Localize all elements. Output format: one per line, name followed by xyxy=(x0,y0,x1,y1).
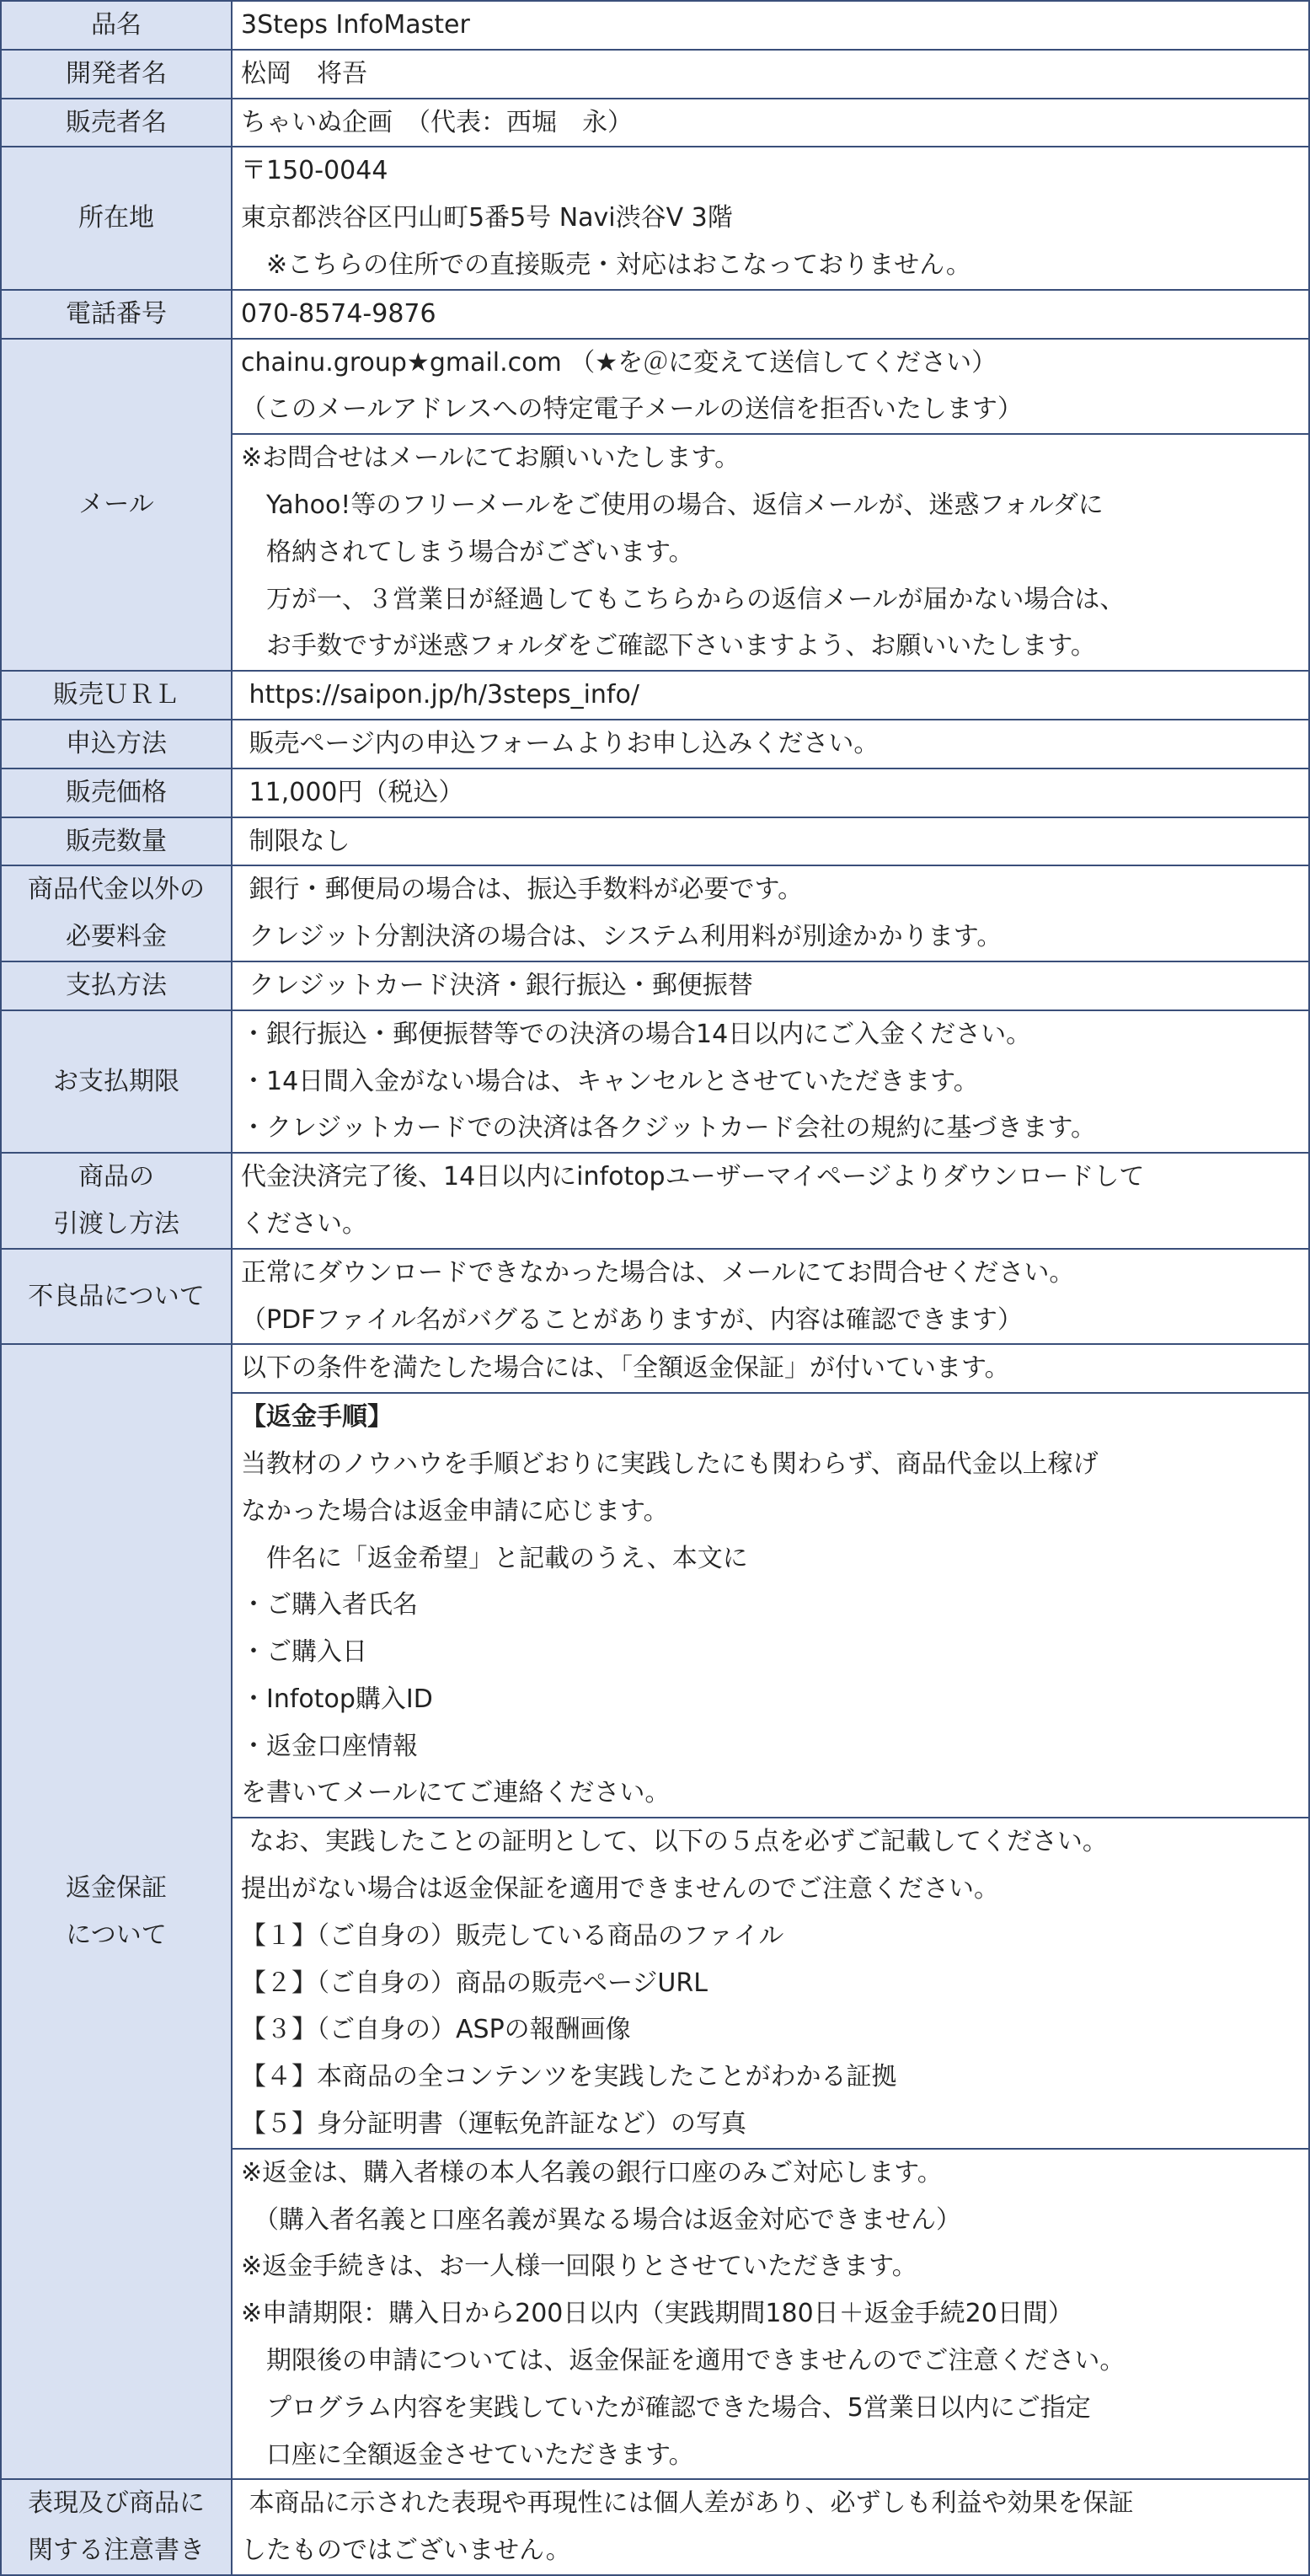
row-value-text: 11,000円（税込） xyxy=(241,777,464,807)
row-value-cell xyxy=(232,1,1309,50)
row-value-text: 【１】（ご自身の）販売している商品のファイル xyxy=(241,1920,784,1951)
row-value-text: 本商品に示された表現や再現性には個人差があり、必ずしも利益や効果を保証 xyxy=(241,2488,1134,2519)
row-label-text: 販売価格 xyxy=(66,777,167,807)
row-value-text: 万が一、３営業日が経過してもこちらからの返信メールが届かない場合は、 xyxy=(241,584,1126,614)
row-value-cell xyxy=(232,1249,1309,1345)
table-row xyxy=(1,961,1309,1010)
row-label-cell xyxy=(1,147,232,289)
row-label-text: 所在地 xyxy=(78,203,154,233)
row-value-cell xyxy=(232,339,1309,435)
row-value-text: 提出がない場合は返金保証を適用できませんのでご注意ください。 xyxy=(241,1874,999,1904)
row-value-text: （購入者名義と口座名義が異なる場合は返金対応できません） xyxy=(241,2204,961,2235)
row-label-text: 申込方法 xyxy=(66,728,167,758)
row-value-text: （このメールアドレスへの特定電子メールの送信を拒否いたします） xyxy=(241,394,1023,425)
row-label-text: 販売者名 xyxy=(66,107,167,137)
row-label-text: について xyxy=(66,1920,167,1950)
row-label-text: 販売数量 xyxy=(66,826,167,856)
table-row xyxy=(1,339,1309,435)
row-label-text: 不良品について xyxy=(28,1281,205,1311)
row-value-cell xyxy=(232,1393,1309,1818)
table-row xyxy=(1,671,1309,720)
row-value-text: 〒150-0044 xyxy=(241,156,388,186)
row-label-text: 表現及び商品に xyxy=(28,2488,205,2519)
row-value-text: 正常にダウンロードできなかった場合は、メールにてお問合せください。 xyxy=(241,1257,1075,1288)
row-label-text: 品名 xyxy=(91,10,142,40)
row-value-text: なかった場合は返金申請に応じます。 xyxy=(241,1496,669,1526)
row-value-text: なお、実践したことの証明として、以下の５点を必ずご記載してください。 xyxy=(241,1827,1108,1857)
row-value-cell xyxy=(232,1153,1309,1249)
row-value-text: 格納されてしまう場合がございます。 xyxy=(241,537,694,567)
table-row xyxy=(1,99,1309,147)
row-value-text: 銀行・郵便局の場合は、振込手数料が必要です。 xyxy=(241,875,804,905)
row-label-cell xyxy=(1,1,232,50)
row-label-cell xyxy=(1,769,232,817)
row-label-cell xyxy=(1,720,232,769)
row-label-text: 関する注意書き xyxy=(28,2536,205,2566)
row-value-cell xyxy=(232,2149,1309,2480)
row-value-text: したものではございません。 xyxy=(241,2536,571,2566)
row-value-text: ください。 xyxy=(241,1208,367,1239)
row-value-text: ・14日間入金がない場合は、キャンセルとさせていただきます。 xyxy=(241,1066,979,1096)
row-label-text: 電話番号 xyxy=(66,298,167,329)
table-row xyxy=(1,1010,1309,1153)
row-value-cell xyxy=(232,1344,1309,1393)
table-row xyxy=(1,1,1309,50)
row-value-cell xyxy=(232,2479,1309,2575)
row-value-text: Yahoo!等のフリーメールをご使用の場合、返信メールが、迷惑フォルダに xyxy=(241,490,1104,520)
row-value-cell xyxy=(232,961,1309,1010)
row-value-text: 期限後の申請については、返金保証を適用できませんのでご注意ください。 xyxy=(241,2346,1126,2376)
row-label-cell xyxy=(1,865,232,961)
row-label-cell xyxy=(1,961,232,1010)
row-value-text: プログラム内容を実践していたが確認できた場合、5営業日以内にご指定 xyxy=(241,2392,1091,2423)
row-value-cell xyxy=(232,147,1309,289)
row-label-text: 商品代金以外の xyxy=(28,875,205,905)
row-label-text: 支払方法 xyxy=(66,970,167,1000)
row-value-text: ・ご購入日 xyxy=(241,1637,367,1668)
row-value-text: 当教材のノウハウを手順どおりに実践したにも関わらず、商品代金以上稼げ xyxy=(241,1449,1099,1479)
row-label-cell xyxy=(1,99,232,147)
row-label-cell xyxy=(1,339,232,672)
row-value-text: クレジットカード決済・銀行振込・郵便振替 xyxy=(241,970,753,1000)
row-label-text: 引渡し方法 xyxy=(53,1208,179,1239)
table-row xyxy=(1,147,1309,289)
seller-info-table-body xyxy=(1,1,1309,2575)
row-value-text: ※申請期限：購入日から200日以内（実践期間180日＋返金手続20日間） xyxy=(241,2299,1073,2329)
row-value-text: chainu.group★gmail.com （★を＠に変えて送信してください） xyxy=(241,347,997,378)
row-label-text: メール xyxy=(78,489,154,519)
row-label-text: 返金保証 xyxy=(66,1873,167,1904)
row-value-cell xyxy=(232,720,1309,769)
row-value-cell xyxy=(232,99,1309,147)
row-label-text: 必要料金 xyxy=(66,922,167,952)
table-row xyxy=(1,1153,1309,1249)
row-label-cell xyxy=(1,2479,232,2575)
table-row xyxy=(1,769,1309,817)
row-value-text: 3Steps InfoMaster xyxy=(241,10,470,40)
row-label-cell xyxy=(1,50,232,99)
table-row xyxy=(1,1249,1309,1345)
row-label-text: 開発者名 xyxy=(66,58,167,88)
row-label-cell xyxy=(1,1249,232,1345)
row-value-text: お手数ですが迷惑フォルダをご確認下さいますよう、お願いいたします。 xyxy=(241,631,1096,661)
row-value-cell xyxy=(232,1818,1309,2149)
row-value-text: ・返金口座情報 xyxy=(241,1731,418,1761)
table-row xyxy=(1,290,1309,339)
row-value-cell xyxy=(232,50,1309,99)
row-label-cell xyxy=(1,671,232,720)
row-value-text: 販売ページ内の申込フォームよりお申し込みください。 xyxy=(241,728,880,758)
table-row xyxy=(1,720,1309,769)
row-value-text: 松岡 将吾 xyxy=(241,58,367,88)
row-value-cell xyxy=(232,865,1309,961)
row-label-text: 販売ＵＲＬ xyxy=(53,680,179,710)
row-value-text: https://saipon.jp/h/3steps_info/ xyxy=(241,680,639,710)
row-value-text: ・Infotop購入ID xyxy=(241,1684,433,1714)
row-value-text: ちゃいぬ企画 （代表：西堀 永） xyxy=(241,107,633,137)
row-value-text: ※返金は、購入者様の本人名義の銀行口座のみご対応します。 xyxy=(241,2157,943,2188)
row-label-text: 商品の xyxy=(78,1162,154,1192)
row-value-text: ・ご購入者氏名 xyxy=(241,1590,418,1620)
row-value-text: 件名に「返金希望」と記載のうえ、本文に xyxy=(241,1543,748,1573)
row-value-text: ※返金手続きは、お一人様一回限りとさせていただきます。 xyxy=(241,2252,917,2282)
table-row xyxy=(1,865,1309,961)
row-label-text: お支払期限 xyxy=(53,1066,179,1096)
row-value-text: 【５】身分証明書（運転免許証など）の写真 xyxy=(241,2109,746,2140)
row-value-cell xyxy=(232,1010,1309,1153)
row-label-cell xyxy=(1,817,232,866)
row-value-text: 070-8574-9876 xyxy=(241,298,436,329)
row-value-text: 代金決済完了後、14日以内にinfotopユーザーマイページよりダウンロードして xyxy=(241,1162,1145,1192)
row-value-text: 【３】（ご自身の）ASPの報酬画像 xyxy=(241,2015,631,2045)
row-value-cell xyxy=(232,290,1309,339)
row-value-text: 【２】（ご自身の）商品の販売ページURL xyxy=(241,1968,708,1998)
table-row xyxy=(1,2479,1309,2575)
row-value-cell xyxy=(232,671,1309,720)
row-value-text: ※お問合せはメールにてお願いいたします。 xyxy=(241,443,741,474)
row-value-text: 制限なし xyxy=(241,826,350,856)
table-row xyxy=(1,817,1309,866)
row-value-text: 【４】本商品の全コンテンツを実践したことがわかる証拠 xyxy=(241,2062,897,2092)
row-value-text: 以下の条件を満たした場合には、「全額返金保証」が付いています。 xyxy=(241,1353,1010,1384)
row-label-cell xyxy=(1,290,232,339)
row-label-cell xyxy=(1,1153,232,1249)
row-value-text: を書いてメールにてご連絡ください。 xyxy=(241,1778,671,1808)
row-value-text: ・銀行振込・郵便振替等での決済の場合14日以内にご入金ください。 xyxy=(241,1019,1032,1049)
row-value-cell xyxy=(232,817,1309,866)
row-label-cell xyxy=(1,1010,232,1153)
row-value-text: ・クレジットカードでの決済は各クジットカード会社の規約に基づきます。 xyxy=(241,1113,1097,1143)
table-row xyxy=(1,50,1309,99)
row-value-cell xyxy=(232,769,1309,817)
row-value-text: 口座に全額返金させていただきます。 xyxy=(241,2439,694,2470)
row-value-text: 東京都渋谷区円山町5番5号 Navi渋谷V 3階 xyxy=(241,203,733,233)
row-value-text: ※こちらの住所での直接販売・対応はおこなっておりません。 xyxy=(241,249,971,280)
row-value-cell xyxy=(232,434,1309,671)
row-label-cell xyxy=(1,1344,232,2479)
table-row xyxy=(1,1344,1309,1393)
row-value-text: 【返金手順】 xyxy=(241,1402,393,1433)
row-value-text: （PDFファイル名がバグることがありますが、内容は確認できます） xyxy=(241,1304,1023,1335)
row-value-text: クレジット分割決済の場合は、システム利用料が別途かかります。 xyxy=(241,922,1003,952)
